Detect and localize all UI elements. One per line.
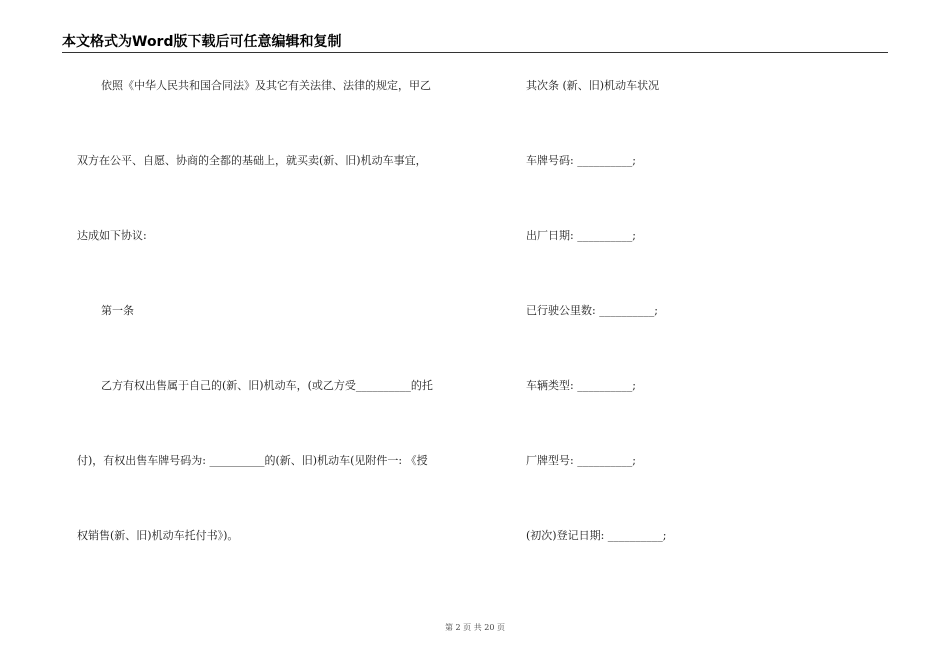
left-line-6: 付)，有权出售车牌号码为: __________的(新、旧)机动车(见附件一: 《授 [77, 454, 428, 467]
left-line-3: 达成如下协议: [77, 229, 147, 242]
right-line-4: 已行驶公里数: __________; [526, 304, 658, 317]
left-line-2: 双方在公平、自愿、协商的全都的基础上，就买卖(新、旧)机动车事宜， [77, 154, 427, 167]
right-line-1: 其次条 (新、旧)机动车状况 [526, 79, 660, 92]
left-line-5: 乙方有权出售属于自己的(新、旧)机动车，(或乙方受__________的托 [101, 379, 433, 392]
document-header-title: 本文格式为Word版下载后可任意编辑和复制 [62, 34, 342, 50]
right-line-6: 厂牌型号: __________; [526, 454, 636, 467]
header-divider [62, 52, 888, 53]
page-number-footer: 第 2 页 共 20 页 [445, 623, 505, 632]
right-line-7: (初次)登记日期: __________; [526, 529, 667, 542]
right-line-3: 出厂日期: __________; [526, 229, 636, 242]
right-line-5: 车辆类型: __________; [526, 379, 636, 392]
right-line-2: 车牌号码: __________; [526, 154, 636, 167]
left-line-1: 依照《中华人民共和国合同法》及其它有关法律、法律的规定，甲乙 [101, 79, 431, 92]
article-heading: 第一条 [101, 304, 134, 317]
left-line-7: 权销售(新、旧)机动车托付书》)。 [77, 529, 239, 542]
